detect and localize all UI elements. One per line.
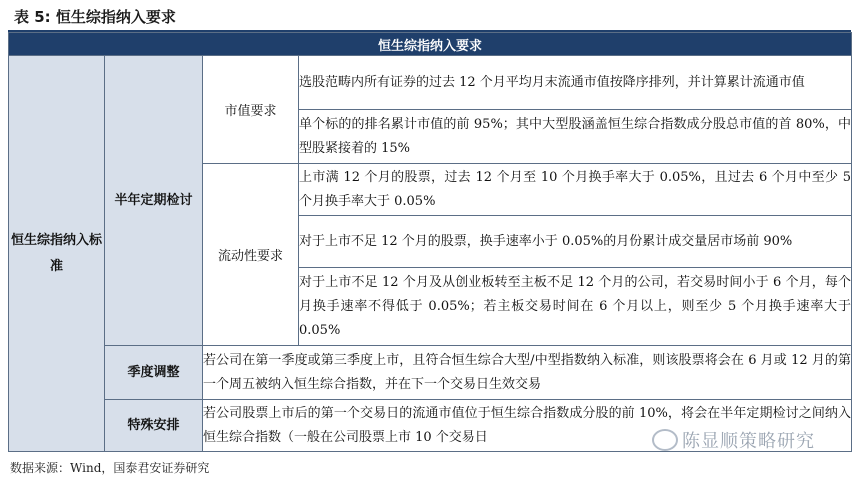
watermark [652, 427, 815, 453]
requirements-table [8, 32, 852, 452]
semiannual-label: 半年定期检讨 [105, 56, 203, 346]
market-cap-item-1: 选股范畴内所有证券的过去 12 个月平均月末流通市值按降序排列，并计算累计流通市值 [299, 56, 852, 110]
market-cap-label: 市值要求 [203, 56, 299, 164]
wechat-icon [652, 429, 678, 451]
watermark-text: 陈显顺策略研究 [682, 431, 815, 452]
quarterly-label: 季度调整 [105, 346, 203, 400]
special-label: 特殊安排 [105, 400, 203, 452]
table-header: 恒生综指纳入要求 [9, 33, 852, 56]
liquidity-label: 流动性要求 [203, 164, 299, 346]
table-caption: 表 5: 恒生综指纳入要求 [14, 8, 176, 26]
special-text: 若公司股票上市后的第一个交易日的流通市值位于恒生综合指数成分股的前 10%，将会在半年定期检讨之间纳入恒生综合指数（一般在公司股票上市 10 个交易日 [203, 400, 852, 452]
liquidity-item-1: 上市满 12 个月的股票，过去 12 个月至 10 个月换手率大于 0.05%，且过去 6 个月中至少 5 个月换手率大于 0.05% [299, 164, 852, 216]
quarterly-text: 若公司在第一季度或第三季度上市，且符合恒生综合大型/中型指数纳入标准，则该股票将会在 6 月或 12 月的第一个周五被纳入恒生综合指数，并在下一个交易日生效交易 [203, 346, 852, 400]
data-source: 数据来源：Wind，国泰君安证券研究 [10, 461, 210, 475]
liquidity-item-3: 对于上市不足 12 个月及从创业板转至主板不足 12 个月的公司，若交易时间小于 6 个月，每个月换手速率不得低于 0.05%；若主板交易时间在 6 个月以上，则至少 5 个月换手速率大于 0.05% [299, 268, 852, 346]
market-cap-item-2: 单个标的的排名累计市值的前 95%；其中大型股涵盖恒生综合指数成分股总市值的首 80%，中型股紧接着的 15% [299, 110, 852, 164]
category-cell: 恒生综指纳入标准 [9, 56, 105, 452]
liquidity-item-2: 对于上市不足 12 个月的股票，换手速率小于 0.05%的月份累计成交量居市场前 90% [299, 216, 852, 268]
